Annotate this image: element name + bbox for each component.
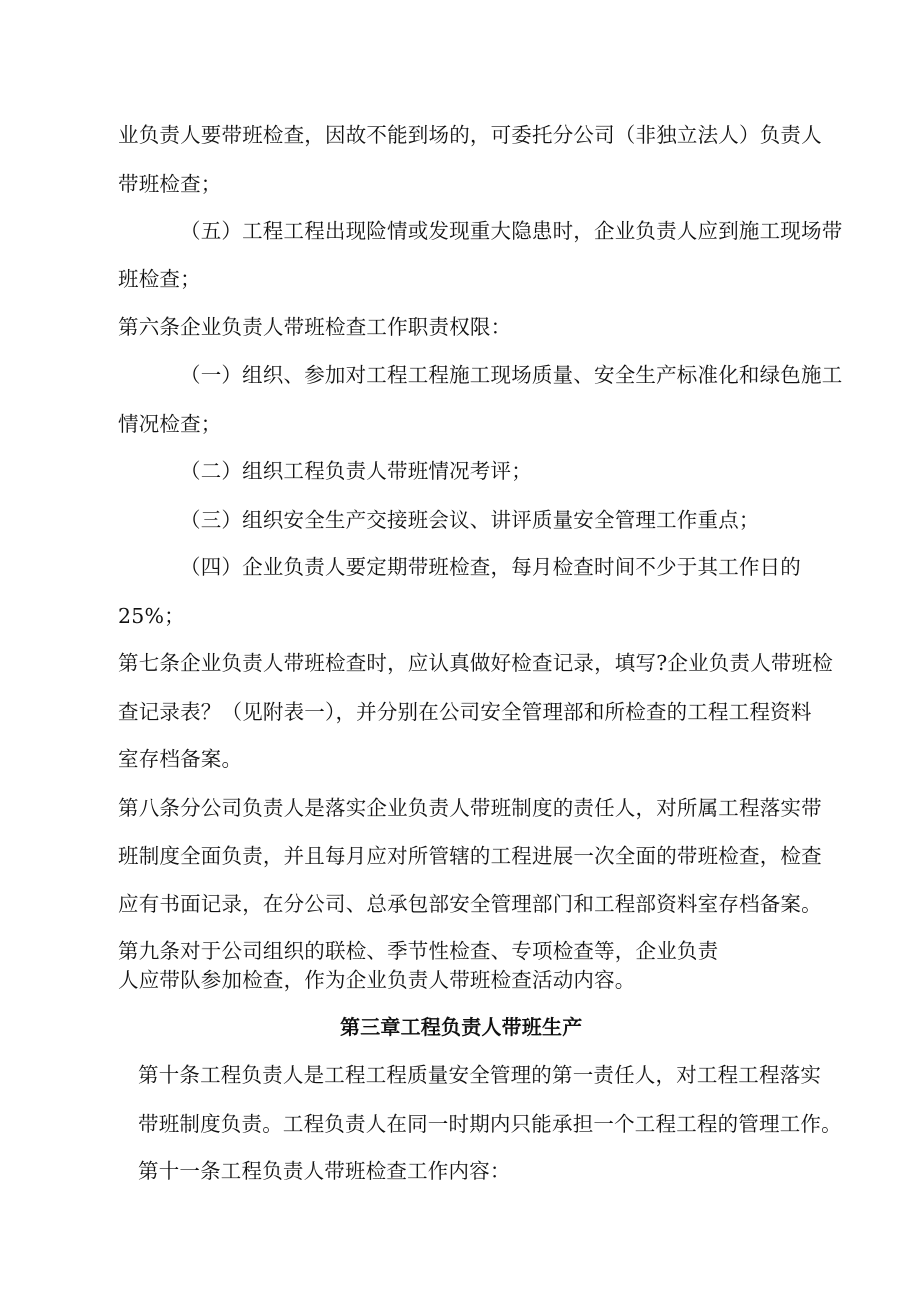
chapter-heading: 第三章工程负责人带班生产 xyxy=(340,1015,583,1039)
body-line: （四）企业负责人要定期带班检查，每月检查时间不少于其工作日的 xyxy=(180,555,801,579)
article-10-line: 第十条工程负责人是工程工程质量安全管理的第一责任人，对工程工程落实 xyxy=(138,1063,822,1087)
body-line: 情况检查； xyxy=(118,412,222,436)
body-line: （三）组织安全生产交接班会议、讲评质量安全管理工作重点； xyxy=(180,508,760,532)
body-line: （一）组织、参加对工程工程施工现场质量、安全生产标准化和绿色施工 xyxy=(180,363,843,387)
body-line: 25%； xyxy=(118,604,185,628)
body-line: 业负责人要带班检查，因故不能到场的，可委托分公司（非独立法人）负责人 xyxy=(118,123,822,147)
body-line: （五）工程工程出现险情或发现重大隐患时，企业负责人应到施工现场带 xyxy=(180,219,843,243)
article-8-line: 第八条分公司负责人是落实企业负责人带班制度的责任人，对所属工程落实带 xyxy=(118,796,822,820)
article-11-line: 第十一条工程负责人带班检查工作内容： xyxy=(138,1159,511,1183)
article-9-line: 第九条对于公司组织的联检、季节性检查、专项检查等，企业负责 xyxy=(118,939,719,963)
body-line: 班制度全面负责，并且每月应对所管辖的工程进展一次全面的带班检查，检查 xyxy=(118,844,822,868)
body-line: 带班制度负责。工程负责人在同一时期内只能承担一个工程工程的管理工作。 xyxy=(138,1112,842,1136)
body-line: 人应带队参加检查，作为企业负责人带班检查活动内容。 xyxy=(118,968,636,992)
body-line: 应有书面记录，在分公司、总承包部安全管理部门和工程部资料室存档备案。 xyxy=(118,892,822,916)
body-line: 带班检查； xyxy=(118,172,222,196)
body-line: 班检查； xyxy=(118,267,201,291)
body-line: （二）组织工程负责人带班情况考评； xyxy=(180,459,532,483)
body-line: 查记录表？（见附表一），并分别在公司安全管理部和所检查的工程工程资料 xyxy=(118,700,812,724)
article-7-line: 第七条企业负责人带班检查时，应认真做好检查记录，填写?企业负责人带班检 xyxy=(118,651,833,675)
article-6-heading: 第六条企业负责人带班检查工作职责权限： xyxy=(118,315,512,339)
body-line: 室存档备案。 xyxy=(118,747,243,771)
